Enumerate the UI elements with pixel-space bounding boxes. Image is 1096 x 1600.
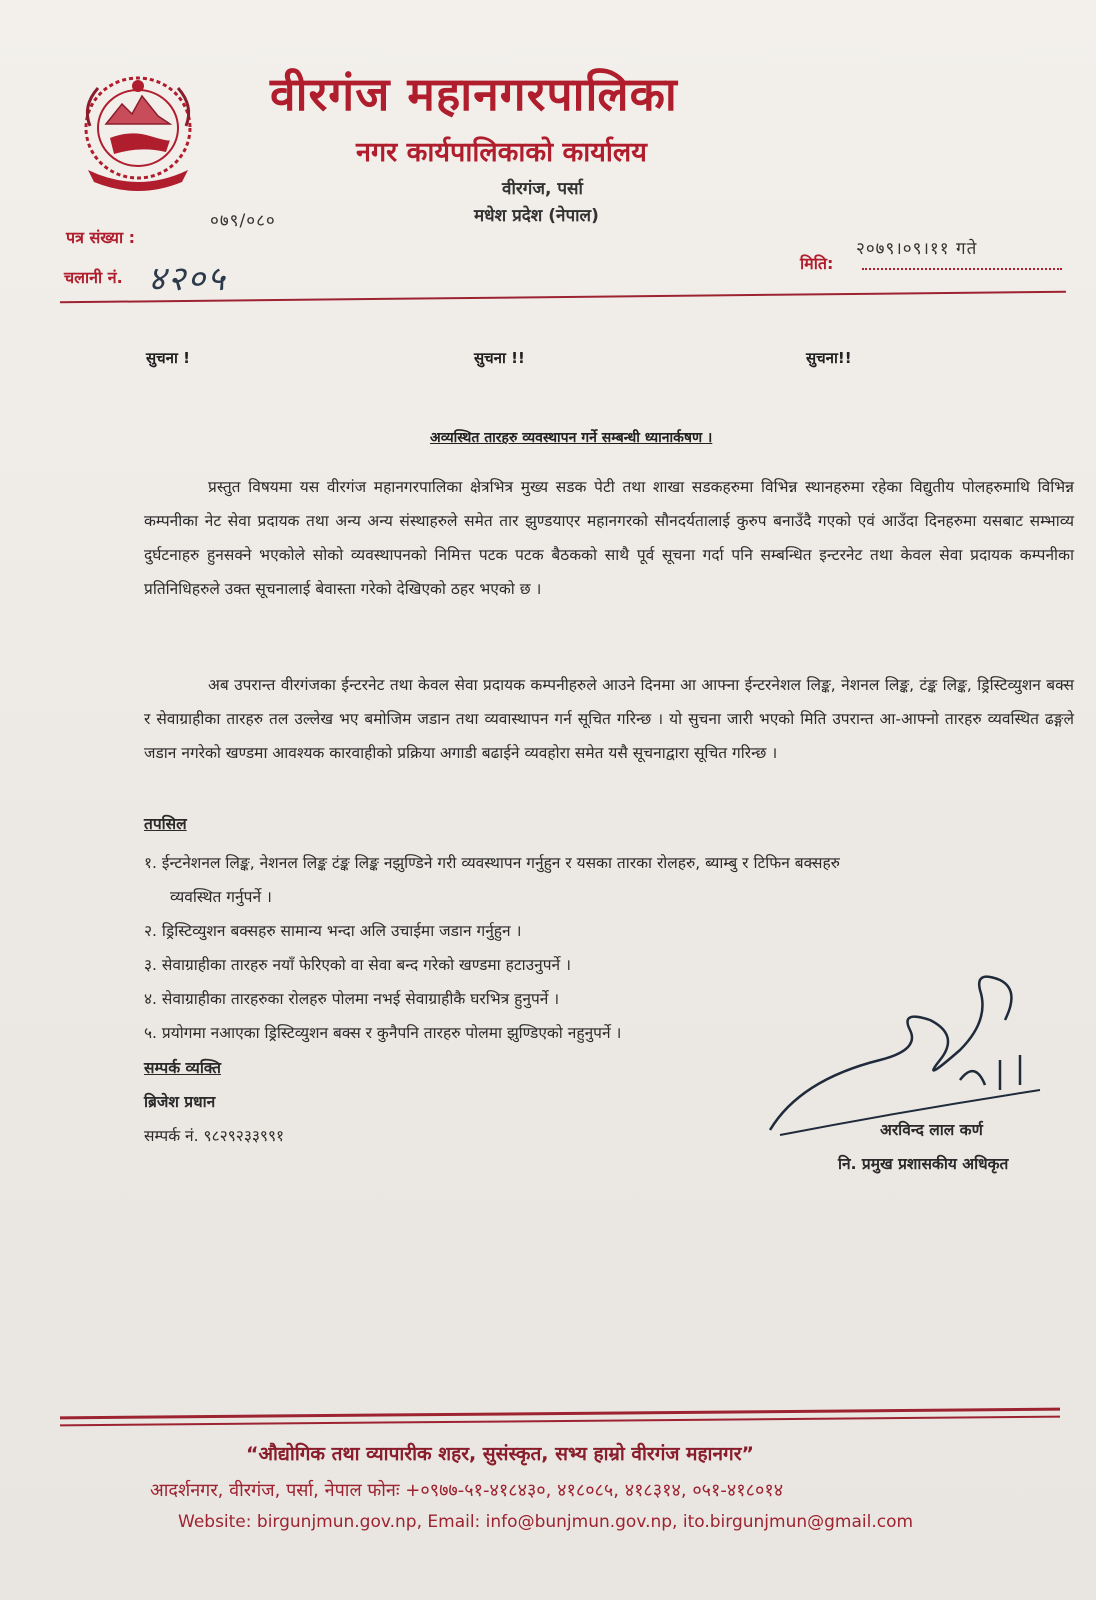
footer-slogan: “औद्योगिक तथा व्यापारीक शहर, सुसंस्कृत, सभ्य हाम्रो वीरगंज महानगर”: [246, 1443, 754, 1465]
signatory-title: नि. प्रमुख प्रशासकीय अधिकृत: [838, 1155, 1009, 1173]
subject-line: अव्यस्थित तारहरु व्यवस्थापन गर्ने सम्बन्धी ध्यानार्कषण ।: [430, 430, 713, 446]
list-item-1-continued: व्यवस्थित गर्नुपर्ने ।: [170, 888, 272, 906]
chalani-value: ४२०५: [148, 259, 227, 299]
nepal-emblem-icon: [70, 66, 206, 196]
address-line-2: मधेश प्रदेश (नेपाल): [474, 206, 599, 226]
municipality-title: वीरगंज महानगरपालिका: [270, 67, 678, 121]
notice-label-3: सुचना!!: [806, 349, 852, 367]
miti-value: २०७९।०९।११ गते: [856, 239, 978, 259]
body-paragraph-2: अब उपरान्त वीरगंजका ईन्टरनेट तथा केवल सेवा प्रदायक कम्पनीहरुले आउने दिनमा आ आफ्ना ईन्टरनेशल लिङ्क, नेशनल लिङ्क, टंङ्क लिङ्क, ड्रिस्टिव्युशन बक्स र सेवाग्राहीका तारहरु तल उल्लेख भए बमोजिम जडान तथा व्यवास्थापन गर्न सूचित गरिन्छ । यो सुचना जारी भएको मिति उपरान्त आ-आफ्नो तारहरु व्यवस्थित ढङ्गले जडान नगरेको खण्डमा आवश्यक कारवाहीको प्रक्रिया अगाडी बढाईने व्यवहोरा समेत यसै सूचनाद्वारा सूचित गरिन्छ ।: [144, 676, 1074, 762]
list-item-3: ३. सेवाग्राहीका तारहरु नयाँ फेरिएको वा सेवा बन्द गरेको खण्डमा हटाउनुपर्ने ।: [144, 956, 571, 974]
chalani-label: चलानी नं.: [64, 268, 123, 287]
miti-label: मिति:: [800, 254, 834, 273]
contact-heading: सम्पर्क व्यक्ति: [144, 1059, 221, 1077]
list-item-2: २. ड्रिस्टिव्युशन बक्सहरु सामान्य भन्दा अलि उचाईमा जडान गर्नुहुन ।: [144, 922, 522, 940]
list-item-4: ४. सेवाग्राहीका तारहरुका रोलहरु पोलमा नभई सेवाग्राहीकै घरभित्र हुनुपर्ने ।: [144, 990, 560, 1008]
office-subtitle: नगर कार्यपालिकाको कार्यालय: [356, 137, 647, 168]
list-item-1: १. ईन्टनेशनल लिङ्क, नेशनल लिङ्क टंङ्क लिङ्क नझुण्डिने गरी व्यवस्थापन गर्नुहुन र यसका तारका रोलहरु, ब्याम्बु र टिफिन बक्सहरु: [144, 854, 840, 872]
signatory-name: अरविन्द लाल कर्ण: [880, 1121, 983, 1139]
notice-label-1: सुचना !: [146, 349, 190, 367]
footer-address: आदर्शनगर, वीरगंज, पर्सा, नेपाल फोनः +०९७७-५१-४१८४३०, ४१८०८५, ४१८३१४, ०५१-४१८०१४: [150, 1480, 784, 1501]
body-paragraph-1: प्रस्तुत विषयमा यस वीरगंज महानगरपालिका क्षेत्रभित्र मुख्य सडक पेटी तथा शाखा सडकहरुमा विभिन्न स्थानहरुमा रहेका विद्युतीय पोलहरुमाथि विभिन्न कम्पनीका नेट सेवा प्रदायक तथा अन्य अन्य संस्थाहरुले समेत तार झुण्डयाएर महानगरको सौनदर्यतालाई कुरुप बनाउँदै गएको एवं आउँदा दिनहरुमा यसबाट सम्भाव्य दुर्घटनाहरु हुनसक्ने भएकोले सोको व्यवस्थापनको निमित्त पटक पटक बैठकको साथै पूर्व सूचना गर्दा पनि सम्बन्धित इन्टरनेट तथा केवल सेवा प्रदायक कम्पनीका प्रतिनिधिहरुले उक्त सूचनालाई बेवास्ता गरेको देखिएको ठहर भएको छ ।: [144, 478, 1074, 598]
notice-label-2: सुचना !!: [474, 349, 525, 367]
contact-name: ब्रिजेश प्रधान: [144, 1093, 216, 1111]
address-line-1: वीरगंज, पर्सा: [502, 179, 583, 199]
tapsil-heading: तपसिल: [144, 815, 187, 833]
patra-sankhya-value: ०७९/०८०: [210, 211, 276, 231]
patra-sankhya-label: पत्र संख्या :: [66, 228, 136, 247]
contact-phone: सम्पर्क नं. ९८२९२३३९९१: [144, 1127, 285, 1145]
footer-website: Website: birgunjmun.gov.np, Email: info@bunjmun.gov.np, ito.birgunjmun@gmail.com: [178, 1512, 914, 1532]
list-item-5: ५. प्रयोगमा नआएका ड्रिस्टिव्युशन बक्स र कुनैपनि तारहरु पोलमा झुण्डिएको नहुनुपर्ने ।: [144, 1024, 622, 1042]
